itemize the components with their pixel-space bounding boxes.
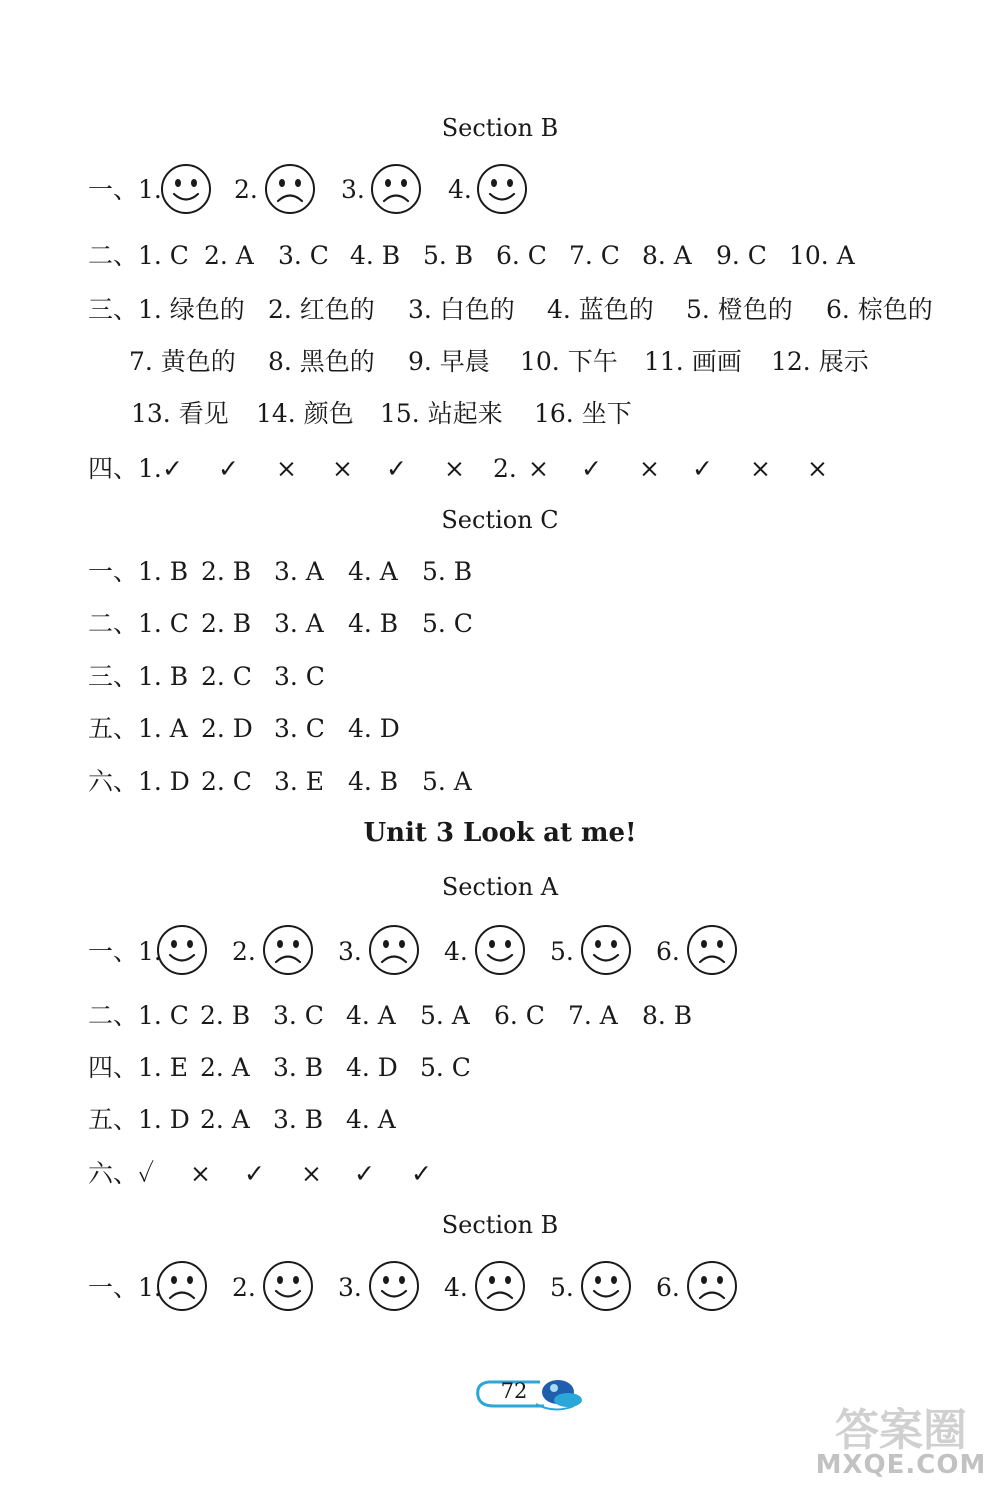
answer-item: 六、1. D bbox=[88, 767, 190, 796]
answer-item: 五、1. D bbox=[88, 1105, 190, 1134]
sad-face-icon bbox=[686, 1260, 738, 1312]
item-label: 3. bbox=[338, 1273, 362, 1302]
cross-mark: × bbox=[301, 1159, 322, 1188]
answer-item: 4. A bbox=[348, 557, 398, 586]
answer-item: 3. B bbox=[273, 1053, 324, 1082]
cross-mark: × bbox=[750, 454, 771, 483]
answer-item: 5. B bbox=[422, 557, 473, 586]
answer-item: 2. B bbox=[201, 609, 252, 638]
answer-item: 三、1. 绿色的 bbox=[88, 295, 245, 324]
item-label: 一、1. bbox=[88, 1273, 162, 1302]
answer-item: 2. B bbox=[201, 557, 252, 586]
check-mark: ✓ bbox=[692, 454, 713, 483]
answer-item: 3. A bbox=[274, 609, 324, 638]
answer-item: 5. A bbox=[420, 1001, 470, 1030]
check-mark: ✓ bbox=[386, 454, 407, 483]
cross-mark: × bbox=[444, 454, 465, 483]
item-label: 2. bbox=[234, 175, 258, 204]
answer-item: 2. bbox=[493, 454, 517, 483]
answer-item: 8. B bbox=[642, 1001, 693, 1030]
sad-face-icon bbox=[686, 924, 738, 976]
answer-item: 2. 红色的 bbox=[268, 295, 375, 324]
sad-face-icon bbox=[370, 163, 422, 215]
unit-title: Unit 3 Look at me! bbox=[363, 818, 637, 848]
answer-item: 3. C bbox=[278, 241, 329, 270]
answer-item: 2. A bbox=[200, 1053, 250, 1082]
section-b-heading: Section B bbox=[441, 114, 559, 142]
answer-item: 14. 颜色 bbox=[256, 399, 354, 428]
answer-item: 2. C bbox=[201, 767, 252, 796]
answer-item: 二、1. C bbox=[88, 1001, 189, 1030]
answer-item: 8. 黑色的 bbox=[268, 347, 375, 376]
item-label: 2. bbox=[232, 937, 256, 966]
section-c-heading: Section C bbox=[441, 506, 559, 534]
answer-item: 7. 黄色的 bbox=[129, 347, 236, 376]
check-mark: ✓ bbox=[218, 454, 239, 483]
answer-item: 10. 下午 bbox=[520, 347, 618, 376]
answer-item: 六、✓ bbox=[88, 1159, 155, 1188]
watermark-url: MXQE.COM bbox=[815, 1450, 987, 1480]
answer-item: 3. C bbox=[274, 714, 325, 743]
answer-item: 4. 蓝色的 bbox=[547, 295, 654, 324]
happy-face-icon bbox=[160, 163, 212, 215]
item-label: 一、1. bbox=[88, 175, 162, 204]
answer-item: 二、1. C bbox=[88, 241, 189, 270]
happy-face-icon bbox=[368, 1260, 420, 1312]
cross-mark: × bbox=[807, 454, 828, 483]
answer-item: 3. E bbox=[274, 767, 325, 796]
answer-item: 4. D bbox=[348, 714, 400, 743]
answer-item: 5. 橙色的 bbox=[686, 295, 793, 324]
answer-item: 4. B bbox=[348, 609, 399, 638]
answer-item: 二、1. C bbox=[88, 609, 189, 638]
sad-face-icon bbox=[368, 924, 420, 976]
item-label: 4. bbox=[448, 175, 472, 204]
answer-item: 15. 站起来 bbox=[380, 399, 503, 428]
answer-item: 12. 展示 bbox=[771, 347, 869, 376]
answer-item: 四、1. E bbox=[88, 1053, 189, 1082]
item-label: 一、1. bbox=[88, 937, 162, 966]
answer-item: 五、1. A bbox=[88, 714, 188, 743]
check-mark: ✓ bbox=[354, 1159, 375, 1188]
sad-face-icon bbox=[474, 1260, 526, 1312]
cross-mark: × bbox=[190, 1159, 211, 1188]
answer-item: 5. A bbox=[422, 767, 472, 796]
item-label: 5. bbox=[550, 1273, 574, 1302]
sad-face-icon bbox=[264, 163, 316, 215]
check-mark: ✓ bbox=[581, 454, 602, 483]
answer-item: 4. D bbox=[346, 1053, 398, 1082]
check-mark: ✓ bbox=[162, 454, 183, 483]
answer-item: 5. B bbox=[423, 241, 474, 270]
answer-item: 4. B bbox=[348, 767, 399, 796]
answer-item: 9. 早晨 bbox=[408, 347, 490, 376]
answer-item: 13. 看见 bbox=[131, 399, 229, 428]
answer-item: 3. A bbox=[274, 557, 324, 586]
answer-item: 2. A bbox=[204, 241, 254, 270]
cross-mark: × bbox=[276, 454, 297, 483]
answer-item: 3. C bbox=[274, 662, 325, 691]
answer-item: 11. 画画 bbox=[644, 347, 742, 376]
cross-mark: × bbox=[332, 454, 353, 483]
answer-item: 3. B bbox=[273, 1105, 324, 1134]
happy-face-icon bbox=[476, 163, 528, 215]
answer-item: 2. D bbox=[201, 714, 253, 743]
answer-item: 4. A bbox=[346, 1001, 396, 1030]
answer-item: 三、1. B bbox=[88, 662, 189, 691]
answer-item: 8. A bbox=[642, 241, 692, 270]
answer-item: 2. A bbox=[200, 1105, 250, 1134]
answer-item: 3. C bbox=[273, 1001, 324, 1030]
page-number: 72 bbox=[500, 1379, 528, 1403]
cross-mark: × bbox=[639, 454, 660, 483]
watermark-logo: 答案圈 bbox=[835, 1405, 967, 1456]
answer-item: 6. C bbox=[496, 241, 547, 270]
happy-face-icon bbox=[262, 1260, 314, 1312]
answer-item: 四、1. bbox=[88, 454, 162, 483]
sad-face-icon bbox=[262, 924, 314, 976]
answer-item: 4. A bbox=[346, 1105, 396, 1134]
item-label: 6. bbox=[656, 937, 680, 966]
answer-item: 3. 白色的 bbox=[408, 295, 515, 324]
check-mark: ✓ bbox=[411, 1159, 432, 1188]
check-mark: ✓ bbox=[244, 1159, 265, 1188]
answer-item: 2. B bbox=[200, 1001, 251, 1030]
answer-item: 16. 坐下 bbox=[534, 399, 632, 428]
answer-item: 7. A bbox=[568, 1001, 618, 1030]
happy-face-icon bbox=[156, 924, 208, 976]
item-label: 5. bbox=[550, 937, 574, 966]
answer-item: 7. C bbox=[569, 241, 620, 270]
section-b-heading-2: Section B bbox=[441, 1211, 559, 1239]
item-label: 3. bbox=[341, 175, 365, 204]
answer-item: 10. A bbox=[789, 241, 855, 270]
answer-item: 6. 棕色的 bbox=[826, 295, 933, 324]
happy-face-icon bbox=[580, 924, 632, 976]
happy-face-icon bbox=[474, 924, 526, 976]
answer-item: 6. C bbox=[494, 1001, 545, 1030]
item-label: 4. bbox=[444, 1273, 468, 1302]
item-label: 2. bbox=[232, 1273, 256, 1302]
answer-item: 9. C bbox=[716, 241, 767, 270]
answer-item: 2. C bbox=[201, 662, 252, 691]
answer-item: 5. C bbox=[422, 609, 473, 638]
sad-face-icon bbox=[156, 1260, 208, 1312]
answer-item: 一、1. B bbox=[88, 557, 189, 586]
happy-face-icon bbox=[580, 1260, 632, 1312]
cross-mark: × bbox=[528, 454, 549, 483]
answer-item: 5. C bbox=[420, 1053, 471, 1082]
section-a-heading: Section A bbox=[441, 873, 559, 901]
item-label: 3. bbox=[338, 937, 362, 966]
item-label: 4. bbox=[444, 937, 468, 966]
answer-item: 4. B bbox=[350, 241, 401, 270]
item-label: 6. bbox=[656, 1273, 680, 1302]
